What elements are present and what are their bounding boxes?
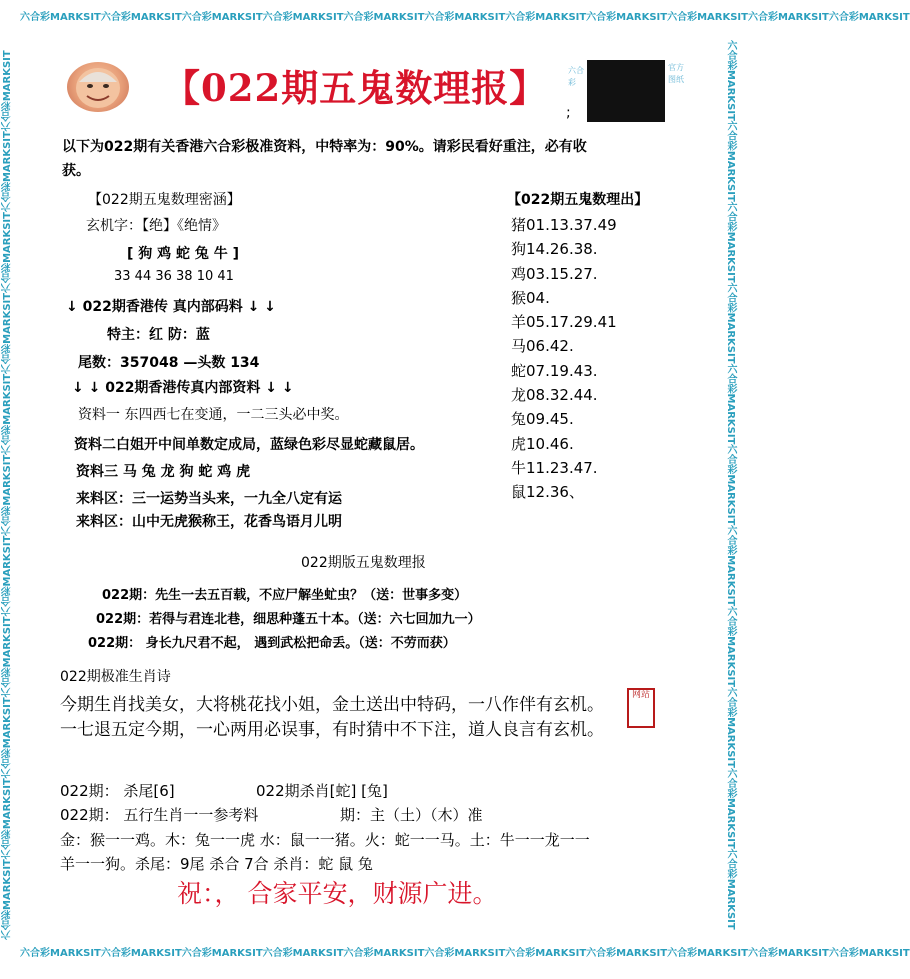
list-item: 牛11.23.47. (511, 458, 598, 477)
ziliao-1: 资料一 东四西七在变通，一二三头必中奖。 (78, 407, 349, 423)
list-item: 猪01.13.37.49 (511, 216, 617, 234)
poem-title: 022期极准生肖诗 (60, 669, 171, 685)
middle-line-2: 022期：若得与君连北巷，细思种蓬五十本。（送：六七回加九一） (96, 612, 481, 627)
bottom-line-3: 金：猴一一鸡。木：兔一一虎 水：鼠一一猪。火：蛇一一马。土：牛一一龙一一 (60, 831, 590, 849)
middle-line-1: 022期：先生一去五百载，不应尸解坐虻虫？（送：世事多变） (102, 588, 468, 603)
intro-line-1: 以下为022期有关香港六合彩极准资料，中特率为：90%。请彩民看好重注，必有收 (62, 139, 587, 155)
watermark-top: 六合彩MARKSIT六合彩MARKSIT六合彩MARKSIT六合彩MARKSIT六合彩MARKSIT六合彩MARKSIT六合彩MARKSIT六合彩MARKSIT六合彩MARKSIT六合彩MARKSIT六合彩MARKSIT (20, 12, 910, 23)
bottom-line-2b: 期：主（土）（木）准 (340, 806, 483, 824)
middle-title: 022期版五鬼数理报 (301, 555, 426, 571)
avatar-image (67, 62, 129, 112)
bottom-line-1b: 022期杀肖[蛇] [兔] (256, 782, 388, 800)
list-item: 蛇07.19.43. (511, 361, 598, 380)
number-list (511, 213, 617, 505)
qr-side-label-right: 官方图纸 (668, 63, 684, 84)
laiyu-2: 来料区：山中无虎猴称王，花香鸟语月儿明 (76, 514, 342, 530)
qr-side-label-left: 六合彩 (568, 66, 584, 87)
seal-stamp: 网站 (627, 688, 655, 728)
insider-title-1: ↓ 022期香港传 真内部码料 ↓ ↓ (66, 299, 276, 315)
weishu-line: 尾数：357048 —头数 134 (78, 355, 260, 371)
ziliao-3: 资料三 马 兔 龙 狗 蛇 鸡 虎 (76, 464, 251, 480)
stray-semicolon: ; (566, 105, 571, 121)
poem-line-2: 一七退五定今期，一心两用必误事，有时猜中不下注，道人良言有玄机。 (60, 720, 604, 740)
watermark-bottom: 六合彩MARKSIT六合彩MARKSIT六合彩MARKSIT六合彩MARKSIT六合彩MARKSIT六合彩MARKSIT六合彩MARKSIT六合彩MARKSIT六合彩MARKSIT六合彩MARKSIT六合彩MARKSIT (20, 948, 910, 959)
list-item: 龙08.32.44. (511, 386, 598, 405)
numbers-line: 33 44 36 38 10 41 (114, 269, 234, 284)
tezhu-line: 特主：红 防：蓝 (107, 327, 210, 343)
bottom-line-4: 羊一一狗。杀尾：9尾 杀合 7合 杀肖：蛇 鼠 兔 (60, 855, 373, 873)
poem-line-1: 今期生肖找美女，大将桃花找小姐，金土送出中特码，一八作伴有玄机。 (60, 695, 604, 715)
ziliao-2: 资料二白姐开中间单数定成局，蓝绿色彩尽显蛇藏鼠居。 (74, 437, 424, 453)
qr-code (587, 60, 665, 122)
middle-line-3: 022期： 身长九尺君不起， 遇到武松把命丢。（送：不劳而获） (88, 636, 456, 651)
list-item: 羊05.17.29.41 (511, 313, 617, 332)
list-item: 兔09.45. (511, 410, 574, 429)
list-item: 猴04. (511, 288, 550, 307)
laiyu-1: 来料区：三一运势当头来，一九全八定有运 (76, 491, 342, 507)
bottom-line-2a: 022期： 五行生肖一一参考料 (60, 806, 259, 824)
xuanji-line: 玄机字：【绝】《绝情》 (86, 218, 226, 234)
animals-line: [ 狗 鸡 蛇 兔 牛 ] (127, 246, 240, 262)
right-section-title: 【022期五鬼数理出】 (507, 192, 649, 208)
watermark-right: 六合彩MARKSIT六合彩MARKSIT六合彩MARKSIT六合彩MARKSIT六合彩MARKSIT六合彩MARKSIT六合彩MARKSIT六合彩MARKSIT六合彩MARKSIT六合彩MARKSIT六合彩MARKSIT (725, 40, 736, 930)
page-title: 【022期五鬼数理报】 (163, 66, 548, 110)
left-section-title: 【022期五鬼数理密涵】 (88, 192, 241, 208)
insider-title-2: ↓ ↓ 022期香港传真内部资料 ↓ ↓ (72, 380, 294, 396)
list-item: 鸡03.15.27. (511, 264, 598, 283)
watermark-left: 六合彩MARKSIT六合彩MARKSIT六合彩MARKSIT六合彩MARKSIT六合彩MARKSIT六合彩MARKSIT六合彩MARKSIT六合彩MARKSIT六合彩MARKSIT六合彩MARKSIT六合彩MARKSIT (2, 50, 13, 940)
list-item: 虎10.46. (511, 434, 574, 453)
list-item: 狗14.26.38. (511, 240, 598, 259)
list-item: 鼠12.36、 (511, 483, 584, 502)
list-item: 马06.42. (511, 337, 574, 356)
bottom-line-1a: 022期： 杀尾[6] (60, 782, 175, 800)
intro-line-2: 获。 (62, 163, 90, 179)
blessing-line: 祝：， 合家平安，财源广进。 (177, 879, 498, 908)
